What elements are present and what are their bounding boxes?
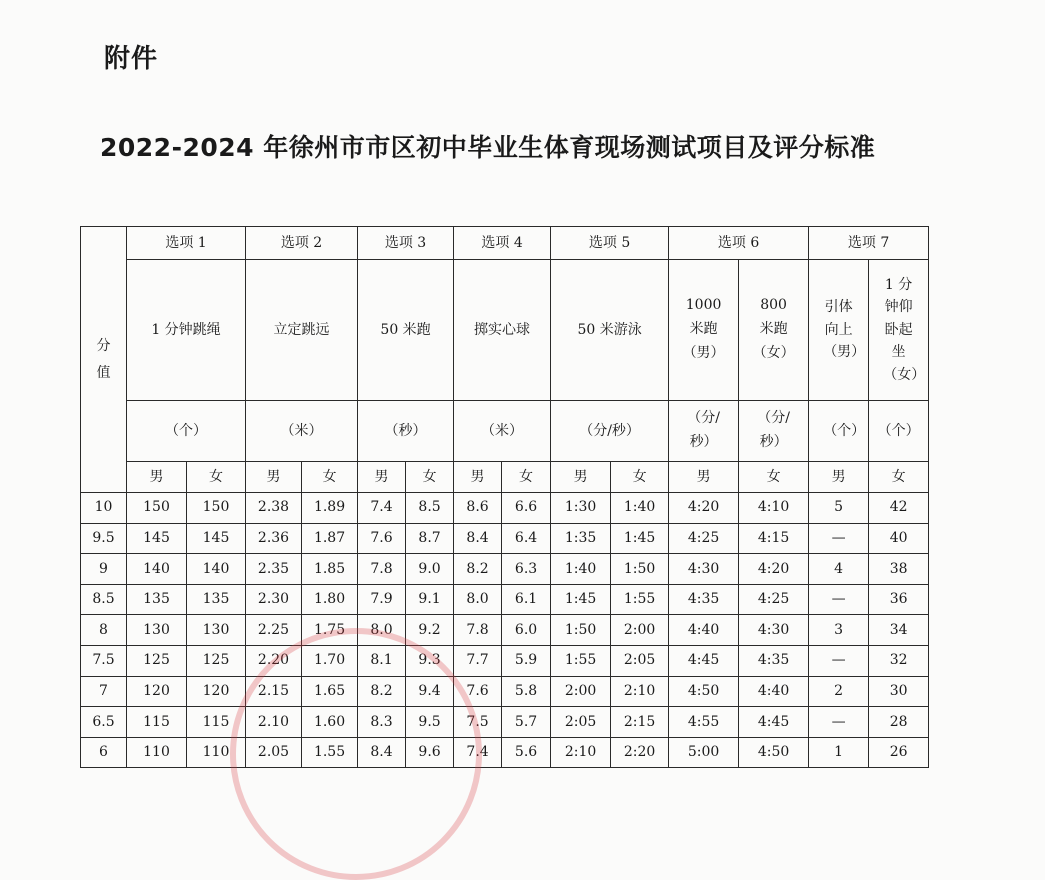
unit-rope-skipping: （个） <box>127 401 246 462</box>
sex-label: 女 <box>611 462 669 493</box>
table-cell: 115 <box>187 707 246 738</box>
table-cell: 6.0 <box>502 615 551 646</box>
table-cell: 2:05 <box>611 645 669 676</box>
score-value: 6 <box>81 737 127 768</box>
event-name-row <box>81 260 929 401</box>
score-header: 分值 <box>96 337 111 381</box>
unit-pull-up: （个） <box>823 422 866 439</box>
table-cell: 26 <box>869 737 929 768</box>
document-title: 2022-2024 年徐州市市区初中毕业生体育现场测试项目及评分标准 <box>100 133 876 162</box>
table-cell: 5.8 <box>502 676 551 707</box>
table-cell: 1:30 <box>551 493 611 524</box>
table-cell: 4:35 <box>669 584 739 615</box>
table-cell: 7.6 <box>358 523 406 554</box>
table-cell: 7.4 <box>358 493 406 524</box>
attachment-label: 附件 <box>104 44 159 74</box>
table-cell: 30 <box>869 676 929 707</box>
table-cell: 1 <box>809 737 869 768</box>
option-7-header: 选项 7 <box>809 227 929 260</box>
table-cell: 4:45 <box>669 645 739 676</box>
table-cell: 1:50 <box>551 615 611 646</box>
table-cell: 7.5 <box>454 707 502 738</box>
unit-1000m-run-cell <box>669 401 739 462</box>
option-5-header: 选项 5 <box>551 227 669 260</box>
table-cell: 1:55 <box>551 645 611 676</box>
table-cell: 4:55 <box>669 707 739 738</box>
score-value: 9.5 <box>81 523 127 554</box>
table-cell: 2:10 <box>611 676 669 707</box>
table-cell: 2:00 <box>611 615 669 646</box>
sex-label: 女 <box>406 462 454 493</box>
table-cell: 8.2 <box>454 554 502 585</box>
event-sit-up-cell <box>869 260 929 401</box>
event-50m-run: 50 米跑 <box>358 260 454 401</box>
table-row <box>81 645 929 676</box>
table-cell: 110 <box>127 737 187 768</box>
table-cell: 130 <box>187 615 246 646</box>
sex-label: 女 <box>302 462 358 493</box>
table-cell: 9.5 <box>406 707 454 738</box>
score-value: 7 <box>81 676 127 707</box>
table-cell: 7.9 <box>358 584 406 615</box>
table-cell: 8.6 <box>454 493 502 524</box>
event-1000m-run-cell <box>669 260 739 401</box>
table-cell: 38 <box>869 554 929 585</box>
score-header-cell <box>81 227 127 493</box>
table-cell: 9.3 <box>406 645 454 676</box>
table-cell: 7.4 <box>454 737 502 768</box>
table-cell: 1.75 <box>302 615 358 646</box>
sex-label: 男 <box>246 462 302 493</box>
unit-800m-run-cell <box>739 401 809 462</box>
sex-label: 男 <box>809 462 869 493</box>
table-cell: 1.55 <box>302 737 358 768</box>
table-cell: 135 <box>127 584 187 615</box>
table-cell: 2:10 <box>551 737 611 768</box>
table-cell: 9.4 <box>406 676 454 707</box>
unit-50m-run: （秒） <box>358 401 454 462</box>
event-1000m-run: 1000 米跑（男） <box>682 297 725 361</box>
table-cell: 8.5 <box>406 493 454 524</box>
sex-label: 男 <box>669 462 739 493</box>
score-rows <box>81 493 929 768</box>
unit-800m-run: （分/秒） <box>757 410 790 450</box>
event-pull-up-cell <box>809 260 869 401</box>
table-row <box>81 554 929 585</box>
table-cell: 2:20 <box>611 737 669 768</box>
table-cell: 4:50 <box>739 737 809 768</box>
table-cell: 5.6 <box>502 737 551 768</box>
option-3-header: 选项 3 <box>358 227 454 260</box>
table-cell: 1.87 <box>302 523 358 554</box>
table-cell: 2.25 <box>246 615 302 646</box>
table-cell: 4:30 <box>669 554 739 585</box>
score-value: 6.5 <box>81 707 127 738</box>
table-cell: 4:15 <box>739 523 809 554</box>
table-cell: 8.3 <box>358 707 406 738</box>
table-cell: 6.1 <box>502 584 551 615</box>
table-cell: 2.05 <box>246 737 302 768</box>
table-cell: 2:15 <box>611 707 669 738</box>
unit-row <box>81 401 929 462</box>
sex-label: 女 <box>869 462 929 493</box>
scoring-table <box>80 226 929 768</box>
table-row <box>81 707 929 738</box>
table-cell: 9.2 <box>406 615 454 646</box>
table-cell: 8.7 <box>406 523 454 554</box>
score-value: 9 <box>81 554 127 585</box>
table-cell: 1.80 <box>302 584 358 615</box>
table-cell: 2.38 <box>246 493 302 524</box>
table-cell: — <box>809 707 869 738</box>
table-cell: 1:35 <box>551 523 611 554</box>
table-cell: 4:20 <box>739 554 809 585</box>
table-cell: 8.4 <box>358 737 406 768</box>
table-cell: 4:35 <box>739 645 809 676</box>
table-cell: 4:25 <box>669 523 739 554</box>
table-cell: 6.3 <box>502 554 551 585</box>
table-cell: — <box>809 523 869 554</box>
table-row <box>81 493 929 524</box>
table-cell: 150 <box>127 493 187 524</box>
score-value: 7.5 <box>81 645 127 676</box>
table-cell: 1:45 <box>551 584 611 615</box>
sex-label: 男 <box>454 462 502 493</box>
table-cell: 110 <box>187 737 246 768</box>
table-cell: 2:00 <box>551 676 611 707</box>
option-2-header: 选项 2 <box>246 227 358 260</box>
table-cell: 1:40 <box>611 493 669 524</box>
table-cell: 2 <box>809 676 869 707</box>
event-50m-swim: 50 米游泳 <box>551 260 669 401</box>
table-cell: 7.6 <box>454 676 502 707</box>
event-standing-jump: 立定跳远 <box>246 260 358 401</box>
table-cell: 2.30 <box>246 584 302 615</box>
table-cell: 1.65 <box>302 676 358 707</box>
table-cell: 145 <box>127 523 187 554</box>
table-cell: 7.7 <box>454 645 502 676</box>
table-cell: 3 <box>809 615 869 646</box>
table-cell: 140 <box>127 554 187 585</box>
unit-standing-jump: （米） <box>246 401 358 462</box>
table-cell: 120 <box>127 676 187 707</box>
option-header-row <box>81 227 929 260</box>
sex-label: 女 <box>502 462 551 493</box>
table-cell: 2.10 <box>246 707 302 738</box>
table-cell: 6.6 <box>502 493 551 524</box>
sex-label: 男 <box>551 462 611 493</box>
table-row <box>81 615 929 646</box>
unit-ball-throw: （米） <box>454 401 551 462</box>
table-cell: 1.85 <box>302 554 358 585</box>
table-cell: 9.6 <box>406 737 454 768</box>
table-cell: 34 <box>869 615 929 646</box>
table-cell: 9.0 <box>406 554 454 585</box>
table-cell: 115 <box>127 707 187 738</box>
table-cell: 7.8 <box>454 615 502 646</box>
sex-label-row <box>81 462 929 493</box>
table-cell: 5 <box>809 493 869 524</box>
table-cell: 1.70 <box>302 645 358 676</box>
table-row <box>81 676 929 707</box>
sex-label: 男 <box>127 462 187 493</box>
table-cell: 2.35 <box>246 554 302 585</box>
table-cell: 4:45 <box>739 707 809 738</box>
table-cell: 1.89 <box>302 493 358 524</box>
table-cell: 150 <box>187 493 246 524</box>
sex-label: 男 <box>358 462 406 493</box>
table-cell: 42 <box>869 493 929 524</box>
table-cell: 28 <box>869 707 929 738</box>
option-4-header: 选项 4 <box>454 227 551 260</box>
table-row <box>81 523 929 554</box>
unit-pull-up-cell <box>809 401 869 462</box>
table-cell: — <box>809 584 869 615</box>
sex-label: 女 <box>739 462 809 493</box>
table-cell: 7.8 <box>358 554 406 585</box>
unit-1000m-run: （分/秒） <box>687 410 720 450</box>
table-cell: 130 <box>127 615 187 646</box>
option-6-header: 选项 6 <box>669 227 809 260</box>
event-rope-skipping: 1 分钟跳绳 <box>127 260 246 401</box>
sex-label: 女 <box>187 462 246 493</box>
table-cell: 4:50 <box>669 676 739 707</box>
table-cell: 135 <box>187 584 246 615</box>
table-cell: 1.60 <box>302 707 358 738</box>
table-cell: 36 <box>869 584 929 615</box>
score-value: 10 <box>81 493 127 524</box>
table-cell: 32 <box>869 645 929 676</box>
event-800m-run-cell <box>739 260 809 401</box>
table-cell: 4:40 <box>739 676 809 707</box>
unit-sit-up: （个） <box>869 401 929 462</box>
table-cell: 125 <box>127 645 187 676</box>
table-cell: 140 <box>187 554 246 585</box>
table-cell: 4 <box>809 554 869 585</box>
table-row <box>81 737 929 768</box>
table-cell: 8.0 <box>454 584 502 615</box>
table-cell: 40 <box>869 523 929 554</box>
table-cell: 1:45 <box>611 523 669 554</box>
event-pull-up: 引体向上（男） <box>823 299 866 361</box>
score-value: 8.5 <box>81 584 127 615</box>
table-cell: 2.20 <box>246 645 302 676</box>
table-cell: 4:40 <box>669 615 739 646</box>
table-cell: 8.2 <box>358 676 406 707</box>
table-cell: 120 <box>187 676 246 707</box>
table-cell: 2.36 <box>246 523 302 554</box>
table-cell: 8.0 <box>358 615 406 646</box>
unit-50m-swim: （分/秒） <box>551 401 669 462</box>
table-cell: 4:20 <box>669 493 739 524</box>
table-cell: 9.1 <box>406 584 454 615</box>
table-cell: 145 <box>187 523 246 554</box>
event-sit-up: 1 分钟仰卧起坐（女） <box>883 277 926 383</box>
table-cell: 2:05 <box>551 707 611 738</box>
table-cell: 1:55 <box>611 584 669 615</box>
option-1-header: 选项 1 <box>127 227 246 260</box>
table-cell: 8.1 <box>358 645 406 676</box>
table-row <box>81 584 929 615</box>
table-cell: 5.7 <box>502 707 551 738</box>
table-cell: 5:00 <box>669 737 739 768</box>
table-cell: 6.4 <box>502 523 551 554</box>
event-ball-throw: 掷实心球 <box>454 260 551 401</box>
table-cell: 4:25 <box>739 584 809 615</box>
table-cell: 2.15 <box>246 676 302 707</box>
table-cell: 8.4 <box>454 523 502 554</box>
score-value: 8 <box>81 615 127 646</box>
table-cell: 4:30 <box>739 615 809 646</box>
table-cell: 1:40 <box>551 554 611 585</box>
table-cell: 125 <box>187 645 246 676</box>
table-cell: 1:50 <box>611 554 669 585</box>
table-cell: 5.9 <box>502 645 551 676</box>
table-cell: 4:10 <box>739 493 809 524</box>
event-800m-run: 800 米跑（女） <box>752 297 795 361</box>
table-cell: — <box>809 645 869 676</box>
